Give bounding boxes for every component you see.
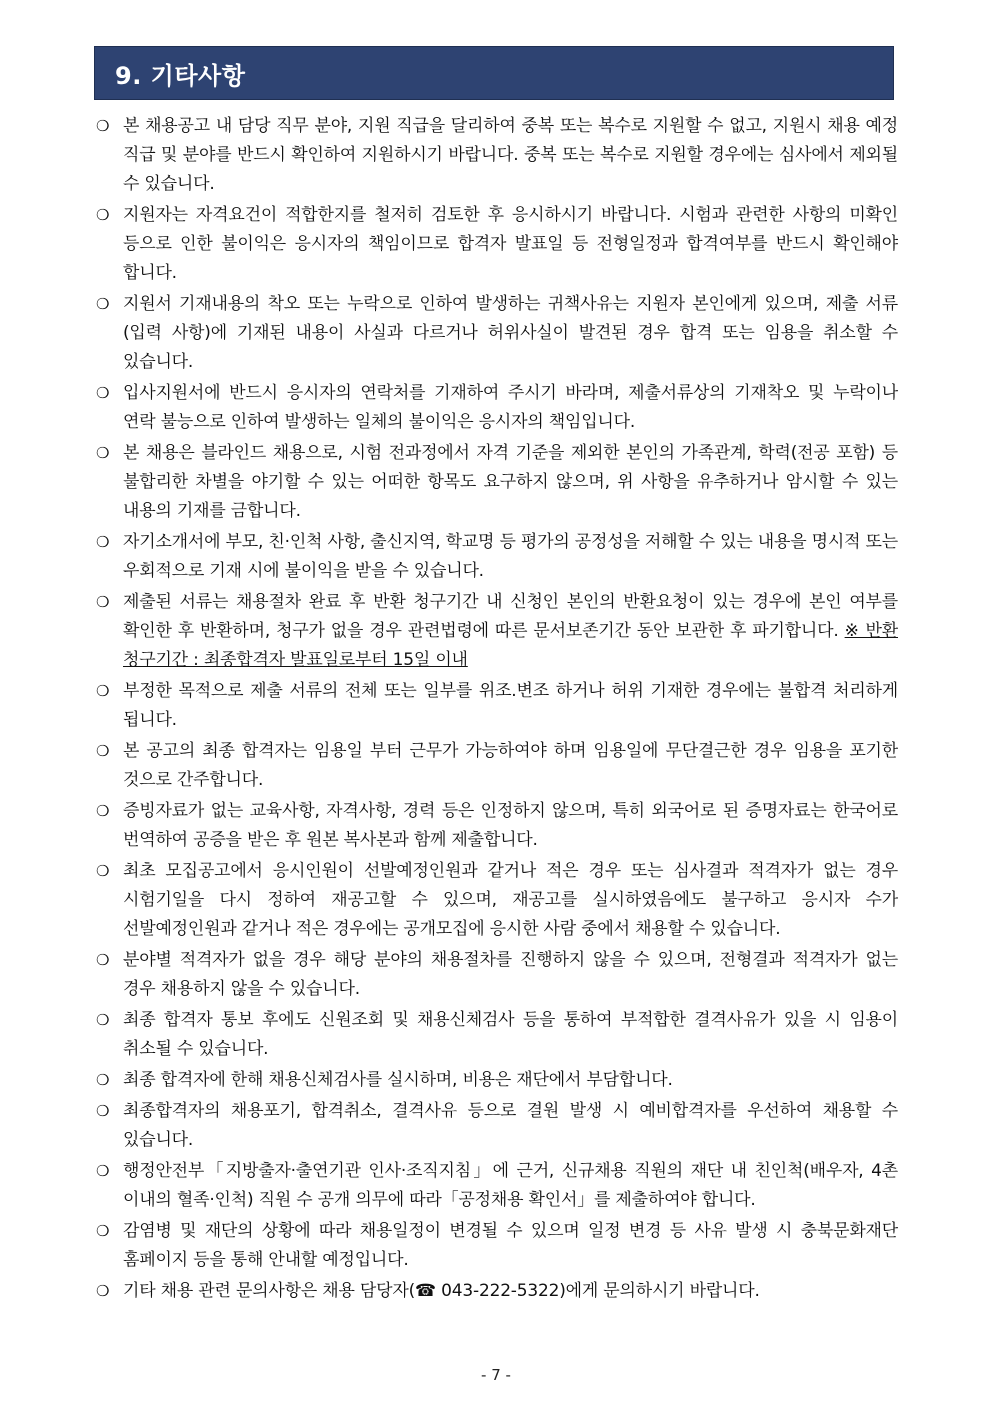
list-item	[96, 112, 898, 199]
list-item-text: 최종 합격자에 한해 채용신체검사를 실시하며, 비용은 재단에서 부담합니다.	[123, 1070, 673, 1090]
list-item	[96, 201, 898, 288]
list-item-text: 최종 합격자 통보 후에도 신원조회 및 채용신체검사 등을 통하여 부적합한 결격사유가 있을 시 임용이 취소될 수 있습니다.	[123, 1010, 898, 1059]
list-item-text: 입사지원서에 반드시 응시자의 연락처를 기재하여 주시기 바라며, 제출서류상의 기재착오 및 누락이나 연락 불능으로 인하여 발생하는 일체의 불이익은 응시자의 책임입니다.	[123, 383, 898, 432]
list-item	[96, 1157, 898, 1215]
list-item	[96, 1006, 898, 1064]
list-item-text: 최초 모집공고에서 응시인원이 선발예정인원과 같거나 적은 경우 또는 심사결과 적격자가 없는 경우 시험기일을 다시 정하여 재공고할 수 있으며, 재공고를 실시하였음에도 불구하고 응시자 수가 선발예정인원과 같거나 적은 경우에는 공개모집에 응시한 사람 중에서 채용할 수 있습니다.	[123, 861, 898, 939]
circle-bullet-icon: ❍	[96, 593, 110, 611]
circle-bullet-icon: ❍	[96, 384, 110, 402]
list-item	[96, 677, 898, 735]
circle-bullet-icon: ❍	[96, 742, 110, 760]
circle-bullet-icon: ❍	[96, 1102, 110, 1120]
list-item-text: 제출된 서류는 채용절차 완료 후 반환 청구기간 내 신청인 본인의 반환요청이 있는 경우에 본인 여부를 확인한 후 반환하며, 청구가 없을 경우 관련법령에 따른 문서보존기간 동안 보관한 후 파기합니다.	[123, 592, 898, 641]
list-item	[96, 439, 898, 526]
circle-bullet-icon: ❍	[96, 444, 110, 462]
list-item	[96, 1217, 898, 1275]
circle-bullet-icon: ❍	[96, 1071, 110, 1089]
list-item-text: 자기소개서에 부모, 친·인척 사항, 출신지역, 학교명 등 평가의 공정성을 저해할 수 있는 내용을 명시적 또는 우회적으로 기재 시에 불이익을 받을 수 있습니다.	[123, 532, 898, 581]
notice-list	[96, 112, 898, 1308]
list-item	[96, 290, 898, 377]
list-item-text: 최종합격자의 채용포기, 합격취소, 결격사유 등으로 결원 발생 시 예비합격자를 우선하여 채용할 수 있습니다.	[123, 1101, 898, 1150]
list-item-text: 감염병 및 재단의 상황에 따라 채용일정이 변경될 수 있으며 일정 변경 등 사유 발생 시 충북문화재단 홈페이지 등을 통해 안내할 예정입니다.	[123, 1221, 898, 1270]
circle-bullet-icon: ❍	[96, 117, 110, 135]
section-header	[94, 46, 894, 100]
circle-bullet-icon: ❍	[96, 1011, 110, 1029]
list-item	[96, 857, 898, 944]
list-item-text: 부정한 목적으로 제출 서류의 전체 또는 일부를 위조.변조 하거나 허위 기재한 경우에는 불합격 처리하게 됩니다.	[123, 681, 898, 730]
list-item	[96, 797, 898, 855]
circle-bullet-icon: ❍	[96, 1162, 110, 1180]
page-number: - 7 -	[481, 1366, 511, 1384]
list-item	[96, 1097, 898, 1155]
list-item-note: ※ 반환 청구기간 : 최종합격자 발표일로부터 15일 이내	[123, 621, 898, 670]
circle-bullet-icon: ❍	[96, 1282, 110, 1300]
list-item-text: 본 채용은 블라인드 채용으로, 시험 전과정에서 자격 기준을 제외한 본인의 가족관계, 학력(전공 포함) 등 불합리한 차별을 야기할 수 있는 어떠한 항목도 요구하지 않으며, 위 사항을 유추하거나 암시할 수 있는 내용의 기재를 금합니다.	[123, 443, 898, 521]
circle-bullet-icon: ❍	[96, 206, 110, 224]
list-item	[96, 1066, 898, 1095]
circle-bullet-icon: ❍	[96, 802, 110, 820]
circle-bullet-icon: ❍	[96, 951, 110, 969]
section-title: 9. 기타사항	[115, 61, 246, 90]
circle-bullet-icon: ❍	[96, 533, 110, 551]
list-item	[96, 737, 898, 795]
list-item-text: 기타 채용 관련 문의사항은 채용 담당자(☎ 043-222-5322)에게 문의하시기 바랍니다.	[123, 1281, 760, 1301]
circle-bullet-icon: ❍	[96, 682, 110, 700]
circle-bullet-icon: ❍	[96, 1222, 110, 1240]
list-item-text: 지원서 기재내용의 착오 또는 누락으로 인하여 발생하는 귀책사유는 지원자 본인에게 있으며, 제출 서류(입력 사항)에 기재된 내용이 사실과 다르거나 허위사실이 발견된 경우 합격 또는 임용을 취소할 수 있습니다.	[123, 294, 898, 372]
circle-bullet-icon: ❍	[96, 295, 110, 313]
list-item-text: 증빙자료가 없는 교육사항, 자격사항, 경력 등은 인정하지 않으며, 특히 외국어로 된 증명자료는 한국어로 번역하여 공증을 받은 후 원본 복사본과 함께 제출합니다.	[123, 801, 898, 850]
list-item	[96, 588, 898, 675]
list-item	[96, 528, 898, 586]
list-item-text: 행정안전부「지방출자·출연기관 인사·조직지침」에 근거, 신규채용 직원의 재단 내 친인척(배우자, 4촌 이내의 혈족·인척) 직원 수 공개 의무에 따라「공정채용 확인서」를 제출하여야 합니다.	[123, 1161, 898, 1210]
list-item-text: 분야별 적격자가 없을 경우 해당 분야의 채용절차를 진행하지 않을 수 있으며, 전형결과 적격자가 없는 경우 채용하지 않을 수 있습니다.	[123, 950, 898, 999]
list-item	[96, 1277, 898, 1306]
circle-bullet-icon: ❍	[96, 862, 110, 880]
list-item-text: 지원자는 자격요건이 적합한지를 철저히 검토한 후 응시하시기 바랍니다. 시험과 관련한 사항의 미확인 등으로 인한 불이익은 응시자의 책임이므로 합격자 발표일 등 전형일정과 합격여부를 반드시 확인해야 합니다.	[123, 205, 898, 283]
list-item-text: 본 채용공고 내 담당 직무 분야, 지원 직급을 달리하여 중복 또는 복수로 지원할 수 없고, 지원시 채용 예정 직급 및 분야를 반드시 확인하여 지원하시기 바랍니다. 중복 또는 복수로 지원할 경우에는 심사에서 제외될 수 있습니다.	[123, 116, 898, 194]
list-item	[96, 946, 898, 1004]
list-item	[96, 379, 898, 437]
list-item-text: 본 공고의 최종 합격자는 임용일 부터 근무가 가능하여야 하며 임용일에 무단결근한 경우 임용을 포기한 것으로 간주합니다.	[123, 741, 898, 790]
